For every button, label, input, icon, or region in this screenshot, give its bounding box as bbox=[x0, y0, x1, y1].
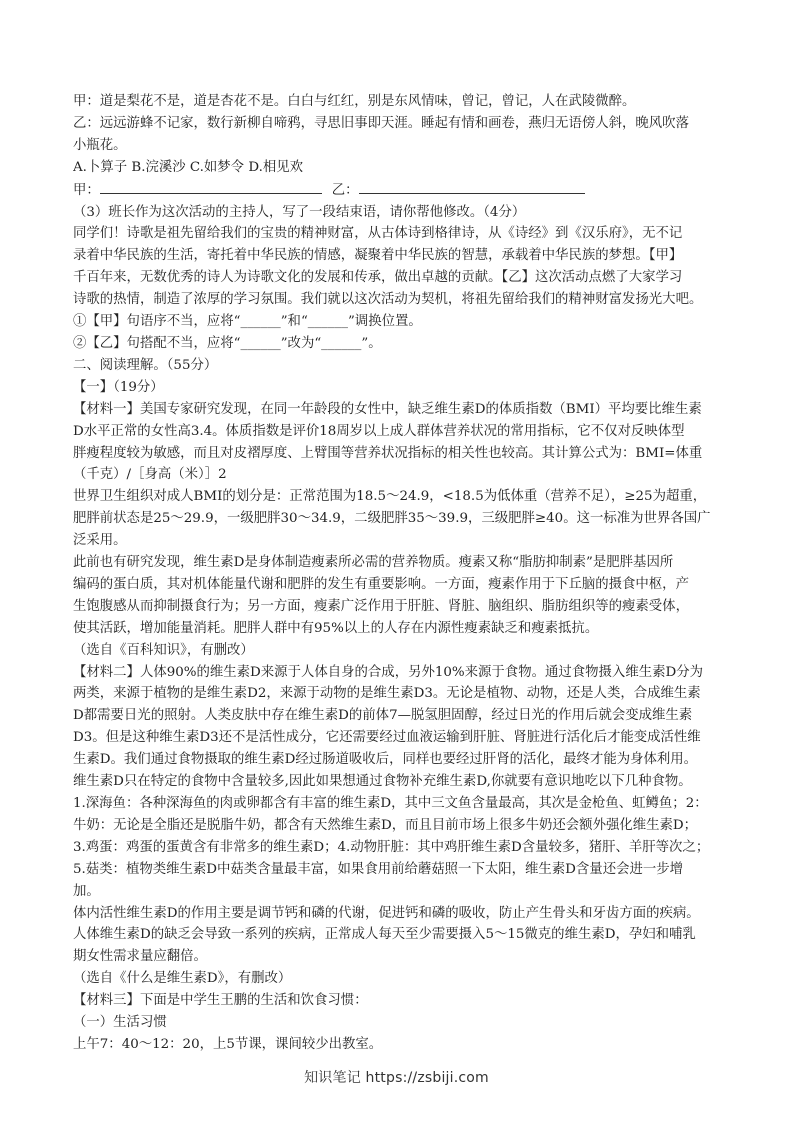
text-line: 牛奶：无论是全脂还是脱脂牛奶，都含有天然维生素D，而且目前市场上很多牛奶还会额外强化维生素D； bbox=[73, 817, 698, 833]
text-line: 编码的蛋白质，其对机体能量代谢和肥胖的发生有重要影响。一方面，瘦素作用于下丘脑的摄食中枢，产 bbox=[73, 576, 689, 592]
text-line: 乙：远远游蜂不记家，数行新柳自啼鸦，寻思旧事即天涯。睡起有情和画卷，燕归无语傍人斜，晚风吹落 bbox=[73, 115, 689, 131]
answer-blanks-line bbox=[73, 179, 723, 202]
site-footer: 知识笔记 https://zsbiji.com bbox=[304, 1070, 489, 1086]
text-line: （千克）/［身高（米）］2 bbox=[73, 467, 227, 483]
answer-label-jia: 甲： bbox=[73, 182, 100, 198]
text-line: 人体维生素D的缺乏会导致一系列的疾病，正常成人每天至少需要摄入5～15微克的维生素D，孕妇和哺乳 bbox=[73, 927, 696, 943]
text-line: 同学们！诗歌是祖先留给我们的宝贵的精神财富，从古体诗到格律诗，从《诗经》到《汉乐府》，无不记 bbox=[73, 226, 683, 242]
text-line: （选自《百科知识》，有删改） bbox=[73, 642, 254, 658]
text-line: 录着中华民族的生活，寄托着中华民族的情感，凝聚着中华民族的智慧，承载着中华民族的梦想。【甲】 bbox=[73, 248, 683, 264]
document-body bbox=[73, 91, 723, 1056]
text-line: 二、阅读理解。（55分） bbox=[73, 357, 218, 373]
text-line: A.卜算子 B.浣溪沙 C.如梦令 D.相见欢 bbox=[73, 159, 304, 175]
answer-label-yi: 乙： bbox=[331, 182, 359, 198]
text-line: （一）生活习惯 bbox=[73, 1015, 167, 1031]
text-line: 1.深海鱼：各种深海鱼的肉或卵都含有丰富的维生素D，其中三文鱼含量最高，其次是金枪鱼、虹鳟鱼；2： bbox=[73, 796, 708, 811]
text-line: 世界卫生组织对成人BMI的划分是：正常范围为18.5～24.9，<18.5为低体重（营养不足），≥25为超重， bbox=[73, 489, 707, 505]
text-line: 维生素D只在特定的食物中含量较多,因此如果想通过食物补充维生素D,你就要有意识地吃以下几种食物。 bbox=[73, 774, 692, 790]
text-line: 体内活性维生素D的作用主要是调节钙和磷的代谢，促进钙和磷的吸收，防止产生骨头和牙齿方面的疾病。 bbox=[73, 905, 700, 921]
text-line: D3。但是这种维生素D3还不是活性成分，它还需要经过血液运输到肝脏、肾脏进行活化后才能变成活性维 bbox=[73, 730, 701, 746]
text-line: 【一】（19分） bbox=[73, 379, 164, 395]
text-line: 【材料二】人体90%的维生素D来源于人体自身的合成，另外10%来源于食物。通过食物摄入维生素D分为 bbox=[73, 664, 704, 680]
text-line: 小瓶花。 bbox=[73, 137, 127, 153]
text-line: 此前也有研究发现，维生素D是身体制造瘦素所必需的营养物质。瘦素又称“脂肪抑制素”是肥胖基因所 bbox=[73, 555, 674, 571]
text-line: （3）班长作为这次活动的主持人，写了一段结束语，请你帮他修改。（4分） bbox=[73, 204, 526, 220]
text-line: 期女性需求量应翻倍。 bbox=[73, 949, 207, 965]
text-line: 千百年来，无数优秀的诗人为诗歌文化的发展和传承，做出卓越的贡献。【乙】这次活动点燃了大家学习 bbox=[73, 270, 683, 286]
text-line: 泛采用。 bbox=[73, 533, 127, 549]
text-line: ①【甲】句语序不当，应将“______”和“______”调换位置。 bbox=[73, 314, 422, 330]
answer-blank-jia[interactable] bbox=[100, 179, 322, 194]
text-line: 生饱腹感从而抑制摄食行为；另一方面，瘦素广泛作用于肝脏、肾脏、脑组织、脂肪组织等的瘦素受体， bbox=[73, 598, 689, 614]
text-line: 肥胖前状态是25～29.9，一级肥胖30～34.9，二级肥胖35～39.9，三级肥胖≥40。这一标准为世界各国广 bbox=[73, 511, 711, 527]
text-line: 使其活跃，增加能量消耗。肥胖人群中有95%以上的人存在内源性瘦素缺乏和瘦素抵抗。 bbox=[73, 620, 599, 636]
answer-blank-yi[interactable] bbox=[359, 179, 585, 194]
text-line: 【材料一】美国专家研究发现，在同一年龄段的女性中，缺乏维生素D的体质指数（BMI）平均要比维生素 bbox=[73, 401, 702, 417]
text-line: D都需要日光的照射。人类皮肤中存在维生素D的前体7—脱氢胆固醇，经过日光的作用后就会变成维生素 bbox=[73, 708, 693, 724]
text-line: 3.鸡蛋：鸡蛋的蛋黄含有非常多的维生素D；4.动物肝脏：其中鸡肝维生素D含量较多，猪肝、羊肝等次之； bbox=[73, 839, 710, 855]
text-line: 胖瘦程度较为敏感，而且对皮褶厚度、上臂围等营养状况指标的相关性也较高。其计算公式为：BMI=体重 bbox=[73, 445, 703, 461]
text-line: 加。 bbox=[73, 883, 100, 899]
text-line: 5.菇类：植物类维生素D中菇类含量最丰富，如果食用前给蘑菇照一下太阳，维生素D含量还会进一步增 bbox=[73, 861, 684, 877]
text-line: D水平正常的女性高3.4。体质指数是评价18周岁以上成人群体营养状况的常用指标，它不仅对反映体型 bbox=[73, 423, 685, 439]
text-line: 【材料三】下面是中学生王鹏的生活和饮食习惯： bbox=[73, 993, 368, 1009]
text-line: 生素D。我们通过食物摄取的维生素D经过肠道吸收后，同样也要经过肝肾的活化，最终才能为身体利用。 bbox=[73, 752, 698, 768]
text-line: 上午7：40～12：20，上5节课，课间较少出教室。 bbox=[73, 1036, 383, 1052]
text-line: 甲：道是梨花不是，道是杏花不是。白白与红红，别是东风情味，曾记，曾记，人在武陵微醉。 bbox=[73, 94, 636, 109]
text-line: （选自《什么是维生素D》，有删改） bbox=[73, 971, 292, 987]
text-line: 两类，来源于植物的是维生素D2，来源于动物的是维生素D3。无论是植物、动物，还是人类，合成维生素 bbox=[73, 686, 701, 702]
text-line: 诗歌的热情，制造了浓厚的学习氛围。我们就以这次活动为契机，将祖先留给我们的精神财富发扬光大吧。 bbox=[73, 292, 703, 308]
text-line: ②【乙】句搭配不当，应将“______”改为“______”。 bbox=[73, 335, 382, 351]
